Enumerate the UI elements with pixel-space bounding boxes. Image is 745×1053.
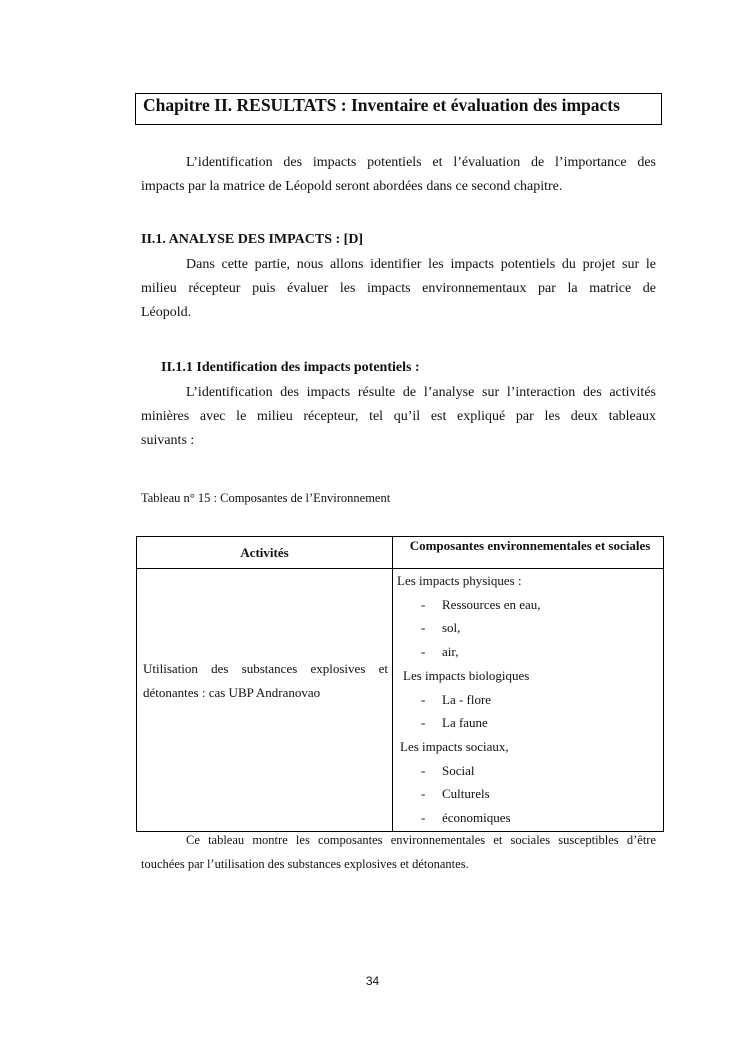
components-table xyxy=(136,536,664,832)
section-line-1: Dans cette partie, nous allons identifier les impacts potentiels du projet sur le xyxy=(186,257,656,272)
section-line-3: Léopold. xyxy=(141,305,192,320)
intro-paragraph xyxy=(141,151,656,199)
list-item: - La faune xyxy=(421,715,488,731)
physical-impacts-label: Les impacts physiques : xyxy=(397,573,522,588)
table-row xyxy=(137,569,664,832)
list-item: - Ressources en eau, xyxy=(421,596,541,612)
intro-line-1: L’identification des impacts potentiels et l’évaluation de l’importance des xyxy=(186,155,656,170)
list-item: - sol, xyxy=(421,620,461,636)
conclusion-paragraph xyxy=(141,828,656,876)
conclusion-line-2: touchées par l’utilisation des substances explosives et détonantes. xyxy=(141,857,469,871)
conclusion-line-1: Ce tableau montre les composantes environnementales et sociales susceptibles d’être xyxy=(186,833,656,847)
biological-impacts-label: Les impacts biologiques xyxy=(403,667,530,683)
section-line-2: milieu récepteur puis évaluer les impacts environnementaux par la matrice de xyxy=(141,281,656,296)
chapter-title: Chapitre II. RESULTATS : Inventaire et évaluation des impacts xyxy=(143,95,620,115)
list-item: - Social xyxy=(421,762,475,778)
list-item: - économiques xyxy=(421,810,511,826)
page-number: 34 xyxy=(365,974,380,988)
activity-text xyxy=(143,657,388,705)
list-item: - air, xyxy=(421,644,459,660)
subsection-paragraph xyxy=(141,381,656,453)
header-activities: Activités xyxy=(137,537,393,569)
subsection-line-2: minières avec le milieu récepteur, tel qu’il est expliqué par les deux tableaux xyxy=(141,409,656,424)
components-cell xyxy=(393,569,664,832)
subsection-line-3: suivants : xyxy=(141,433,195,448)
section-heading: II.1. ANALYSE DES IMPACTS : [D] xyxy=(141,232,364,247)
activity-cell xyxy=(137,569,393,832)
list-item: - Culturels xyxy=(421,786,490,802)
subsection-heading: II.1.1 Identification des impacts potentiels : xyxy=(161,360,420,375)
activity-line-1: Utilisation des substances explosives et xyxy=(143,661,388,676)
social-impacts-label: Les impacts sociaux, xyxy=(400,738,509,754)
section-paragraph xyxy=(141,253,656,325)
activity-line-2: détonantes : cas UBP Andranovao xyxy=(143,685,321,700)
header-components: Composantes environnementales et sociales xyxy=(393,537,664,569)
table-header-row xyxy=(137,537,664,569)
intro-line-2: impacts par la matrice de Léopold seront abordées dans ce second chapitre. xyxy=(141,179,563,194)
subsection-line-1: L’identification des impacts résulte de l’analyse sur l’interaction des activités xyxy=(186,385,656,400)
list-item: - La - flore xyxy=(421,691,492,707)
table-caption: Tableau n° 15 : Composantes de l’Environnement xyxy=(141,491,391,505)
